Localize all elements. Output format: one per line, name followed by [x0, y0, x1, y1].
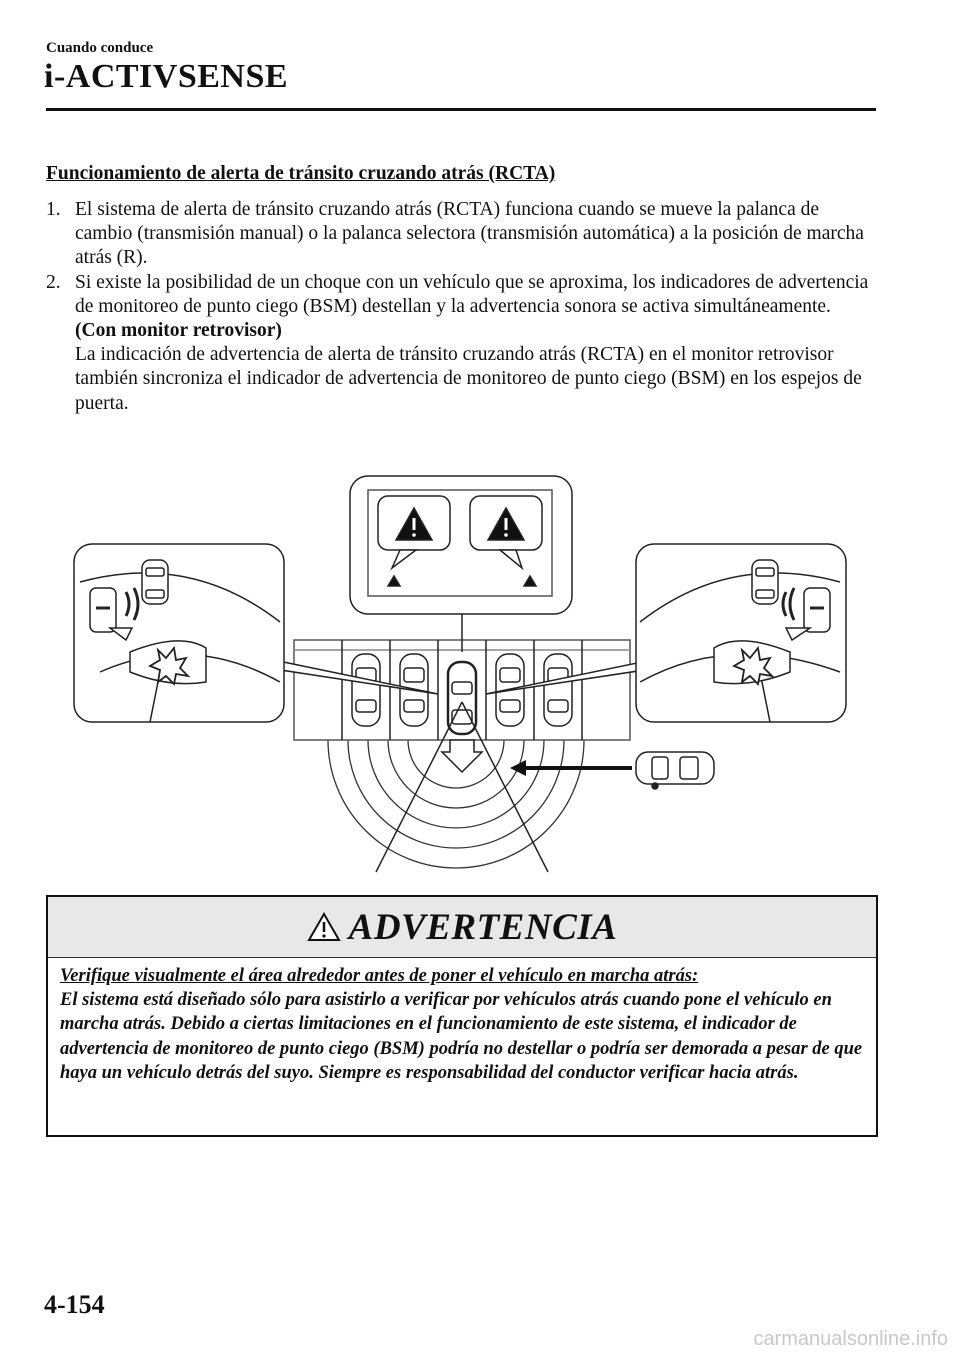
car-icon	[448, 662, 476, 734]
step-number: 1.	[46, 199, 61, 220]
car-icon	[804, 588, 830, 632]
warning-title: ADVERTENCIA	[348, 906, 618, 948]
page-number: 4-154	[44, 1290, 105, 1319]
section-subheading: Funcionamiento de alerta de tránsito cruzando atrás (RCTA)	[46, 163, 556, 184]
arrow-down-icon	[442, 740, 482, 772]
rcta-diagram-svg	[70, 472, 850, 880]
step-2	[46, 271, 876, 416]
arrow-head	[510, 760, 526, 776]
car-icon	[90, 588, 116, 632]
chapter-title: i-ACTIVSENSE	[44, 58, 289, 95]
left-mirror-callout	[74, 544, 284, 722]
car-icon	[544, 654, 572, 726]
right-mirror-callout	[636, 544, 846, 722]
rcta-illustration	[70, 472, 850, 880]
step-text: El sistema de alerta de tránsito cruzando atrás (RCTA) funciona cuando se mueve la palanca de cambio (transmisión manual) o la palanca selectora (transmisión automática) a la posición de marcha atrás (R).	[75, 199, 864, 269]
warning-box	[46, 895, 878, 1137]
rear-view-monitor-callout	[350, 476, 572, 614]
car-icon	[352, 654, 380, 726]
approaching-car	[636, 752, 714, 789]
warning-lead: Verifique visualmente el área alrededor antes de poner el vehículo en marcha atrás:	[60, 966, 699, 986]
steps-list	[46, 198, 876, 416]
warning-text: El sistema está diseñado sólo para asistirlo a verificar por vehículos atrás cuando pone el vehículo en marcha atrás. Debido a ciertas limitaciones en el funcionamiento de este sistema, el indicador de advertencia de monitoreo de punto ciego (BSM) podría no destellar o podría ser demorada a pesar de que haya un vehículo detrás del suyo. Siempre es responsabilidad del conductor verificar hacia atrás.	[60, 990, 863, 1083]
watermark: carmanualsonline.info	[753, 1328, 948, 1350]
header-rule	[46, 108, 876, 111]
step-text: Si existe la posibilidad de un choque con un vehículo que se aproxima, los indicadores de advertencia de monitoreo de punto ciego (BSM) destellan y la advertencia sonora se activa simultáneamente.	[75, 271, 869, 317]
step-subtext: La indicación de advertencia de alerta de tránsito cruzando atrás (RCTA) en el monitor retrovisor también sincroniza el indicador de advertencia de monitoreo de punto ciego (BSM) en los espejos de puerta.	[75, 344, 862, 414]
section-label: Cuando conduce	[46, 40, 154, 56]
warning-body	[48, 958, 876, 1085]
step-1	[46, 198, 876, 271]
warning-triangle-icon	[307, 912, 341, 942]
step-number: 2.	[46, 271, 61, 293]
warning-header	[48, 897, 876, 958]
step-subheading: (Con monitor retrovisor)	[75, 320, 282, 342]
